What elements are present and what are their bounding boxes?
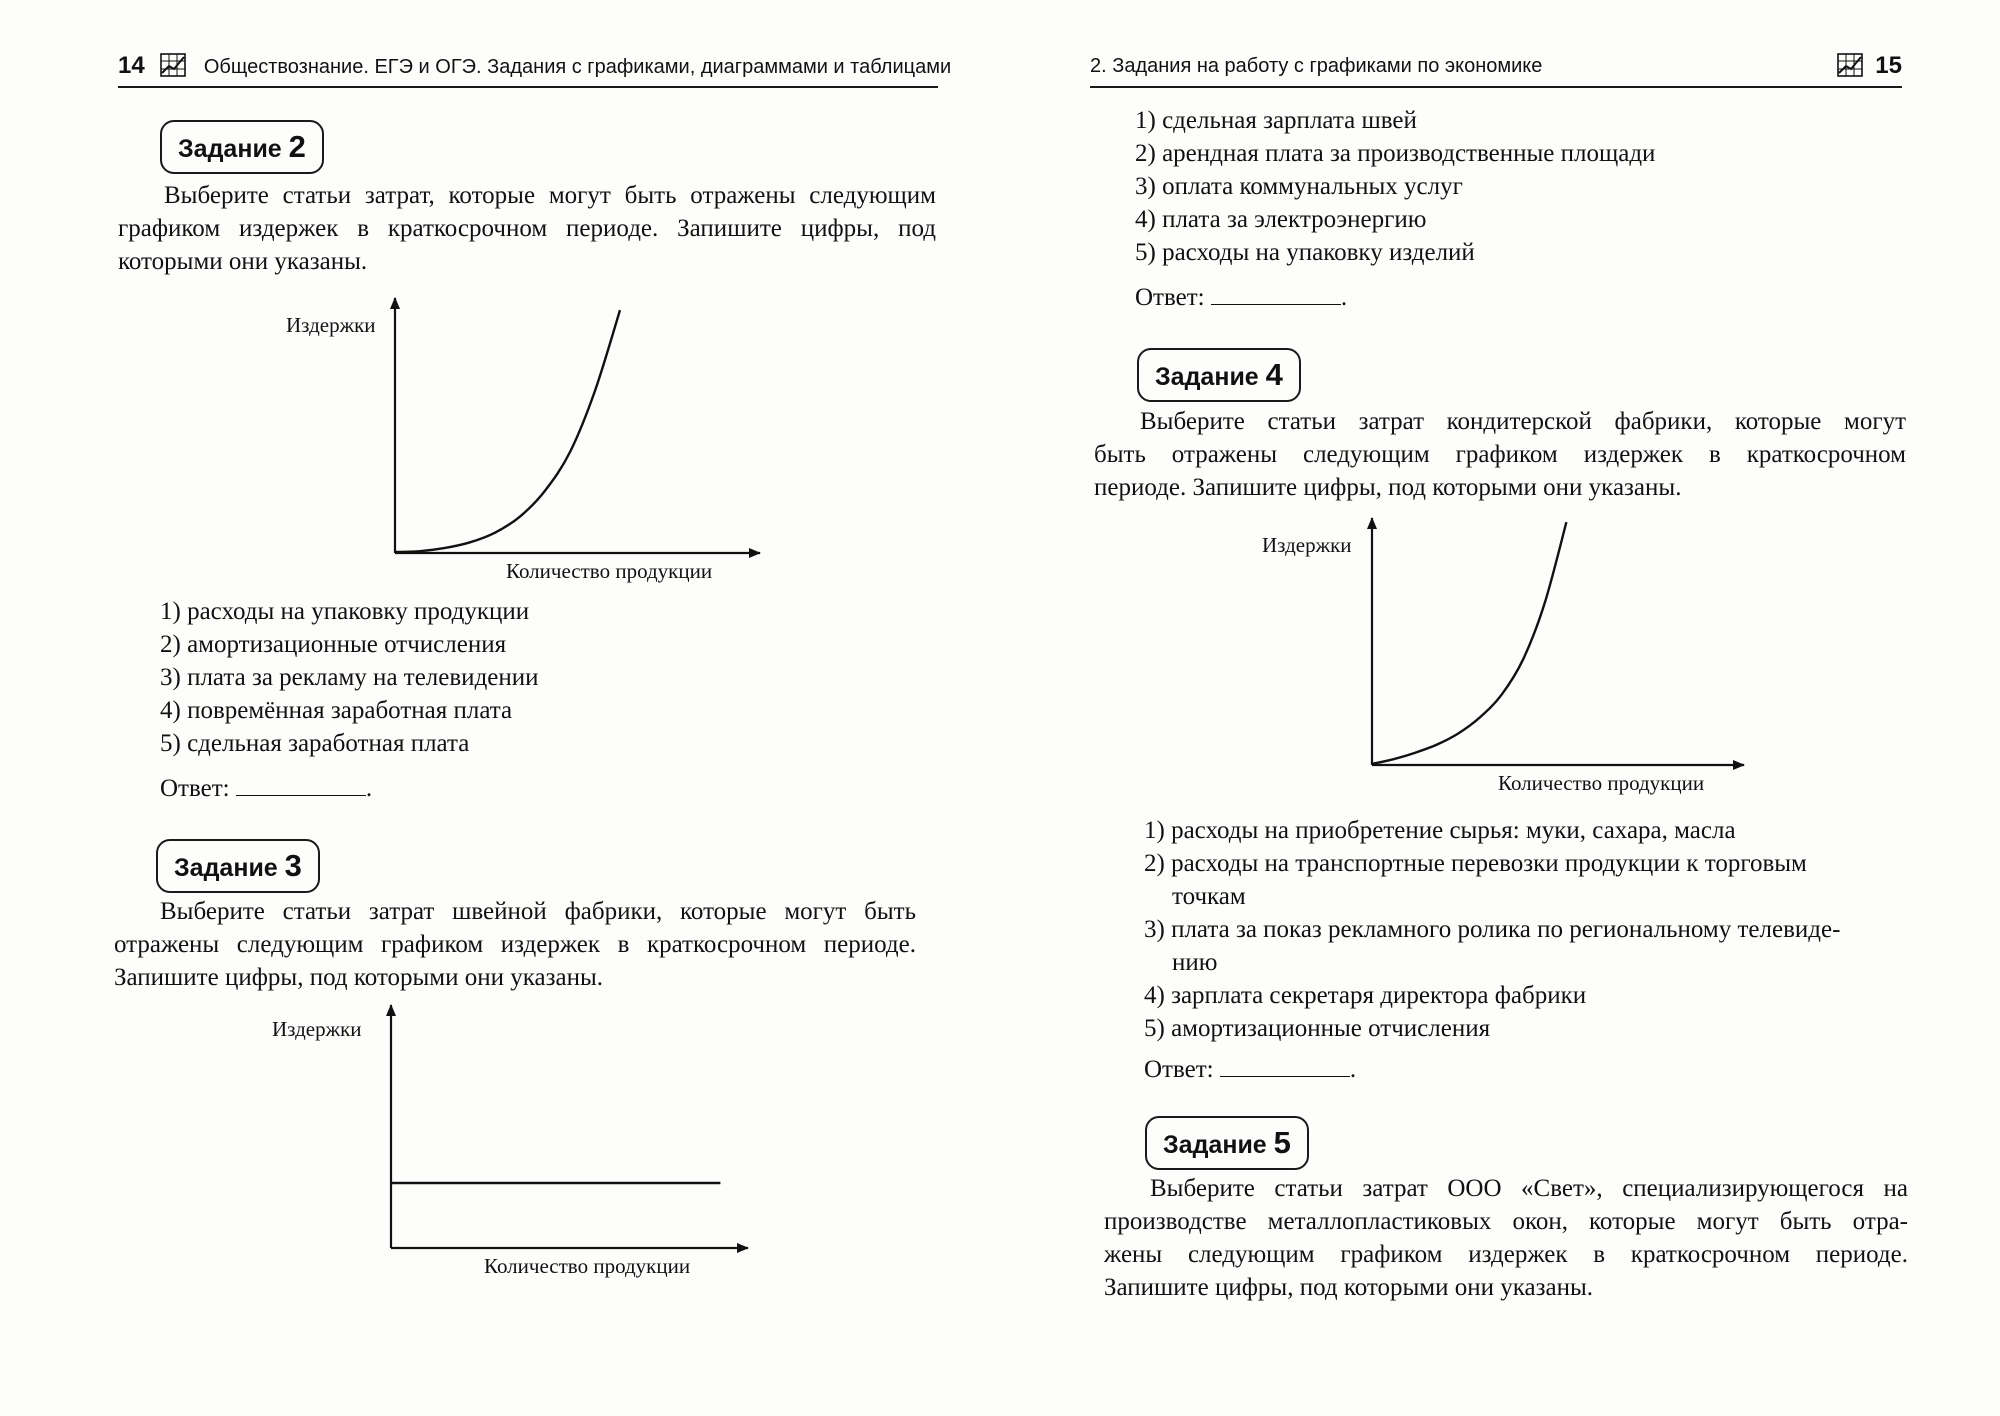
- x-axis-label: Количество продукции: [1498, 771, 1705, 795]
- prompt-line: Выберите статьи затрат ООО «Свет», специализирующегося на: [1150, 1175, 1908, 1202]
- prompt-line: Выберите статьи затрат, которые могут быть отражены следующим: [164, 182, 936, 209]
- option-item: 4) плата за электроэнергию: [1135, 206, 1427, 233]
- prompt-line: Выберите статьи затрат кондитерской фабрики, которые могут: [1140, 408, 1906, 435]
- option-item: 3) плата за показ рекламного ролика по региональному телевиде-: [1144, 916, 1841, 943]
- option-item: 5) сдельная заработная плата: [160, 730, 470, 757]
- answer-label: Ответ:: [160, 775, 230, 802]
- task-number: 3: [284, 848, 302, 883]
- answer-label: Ответ:: [1135, 284, 1205, 311]
- prompt-line: Выберите статьи затрат швейной фабрики, которые могут быть: [160, 898, 916, 925]
- option-item-continuation: нию: [1172, 949, 1218, 976]
- option-item: 5) амортизационные отчисления: [1144, 1015, 1491, 1042]
- cost-curve: [1372, 522, 1566, 764]
- task-5-badge: [1145, 1116, 1309, 1170]
- option-item: 3) оплата коммунальных услуг: [1135, 173, 1463, 200]
- option-item: 2) арендная плата за производственные площади: [1135, 140, 1656, 167]
- answer-end: .: [1349, 1056, 1357, 1083]
- task-5-prompt: [1104, 1172, 1908, 1304]
- option-item: 1) расходы на приобретение сырья: муки, сахара, масла: [1144, 817, 1736, 844]
- answer-blank: [1220, 1054, 1350, 1077]
- option-item: 1) сдельная зарплата швей: [1135, 107, 1417, 134]
- answer-end: .: [365, 775, 373, 802]
- header-title: 2. Задания на работу с графиками по экономике: [1090, 55, 1543, 77]
- prompt-line: графиком издержек в краткосрочном периоде. Запишите цифры, под: [118, 215, 936, 242]
- prompt-line: быть отражены следующим графиком издержек в краткосрочном: [1094, 441, 1906, 468]
- y-axis-label: Издержки: [286, 313, 376, 337]
- task-4-answer: [1144, 1053, 1356, 1086]
- prompt-line: производстве металлопластиковых окон, которые могут быть отра-: [1104, 1208, 1908, 1235]
- task-label: Задание: [1163, 1131, 1267, 1159]
- option-item: 3) плата за рекламу на телевидении: [160, 664, 539, 691]
- x-axis-label: Количество продукции: [484, 1254, 691, 1278]
- prompt-line: которыми они указаны.: [118, 248, 368, 275]
- option-item: 4) зарплата секретаря директора фабрики: [1144, 982, 1587, 1009]
- page-number: 14: [118, 52, 145, 79]
- task-number: 4: [1265, 357, 1283, 392]
- y-axis-label: Издержки: [1262, 533, 1352, 557]
- task-4-options: [1144, 814, 1840, 1045]
- option-item: 2) расходы на транспортные перевозки продукции к торговым: [1144, 850, 1807, 877]
- task-number: 2: [288, 129, 306, 164]
- option-item: 2) амортизационные отчисления: [160, 631, 507, 658]
- x-axis-label: Количество продукции: [506, 559, 713, 583]
- option-item: 4) повремённая заработная плата: [160, 697, 513, 724]
- task-label: Задание: [1155, 363, 1259, 391]
- prompt-line: периоде. Запишите цифры, под которыми они указаны.: [1094, 474, 1682, 501]
- option-item-continuation: точкам: [1172, 883, 1246, 910]
- right-page: [1000, 0, 2000, 1416]
- task-label: Задание: [174, 854, 278, 882]
- header-title: Обществознание. ЕГЭ и ОГЭ. Задания с графиками, диаграммами и таблицами: [203, 56, 952, 78]
- option-item: 5) расходы на упаковку изделий: [1135, 239, 1475, 266]
- answer-end: .: [1340, 284, 1348, 311]
- answer-label: Ответ:: [1144, 1056, 1214, 1083]
- prompt-line: Запишите цифры, под которыми они указаны.: [1104, 1274, 1593, 1301]
- page-number: 15: [1875, 52, 1902, 79]
- task-number: 5: [1273, 1125, 1291, 1160]
- option-item: 1) расходы на упаковку продукции: [160, 598, 530, 625]
- y-axis-label: Издержки: [272, 1017, 362, 1041]
- prompt-line: Запишите цифры, под которыми они указаны.: [114, 964, 603, 991]
- prompt-line: жены следующим графиком издержек в краткосрочном периоде.: [1104, 1241, 1908, 1268]
- task-label: Задание: [178, 135, 282, 163]
- prompt-line: отражены следующим графиком издержек в краткосрочном периоде.: [114, 931, 916, 958]
